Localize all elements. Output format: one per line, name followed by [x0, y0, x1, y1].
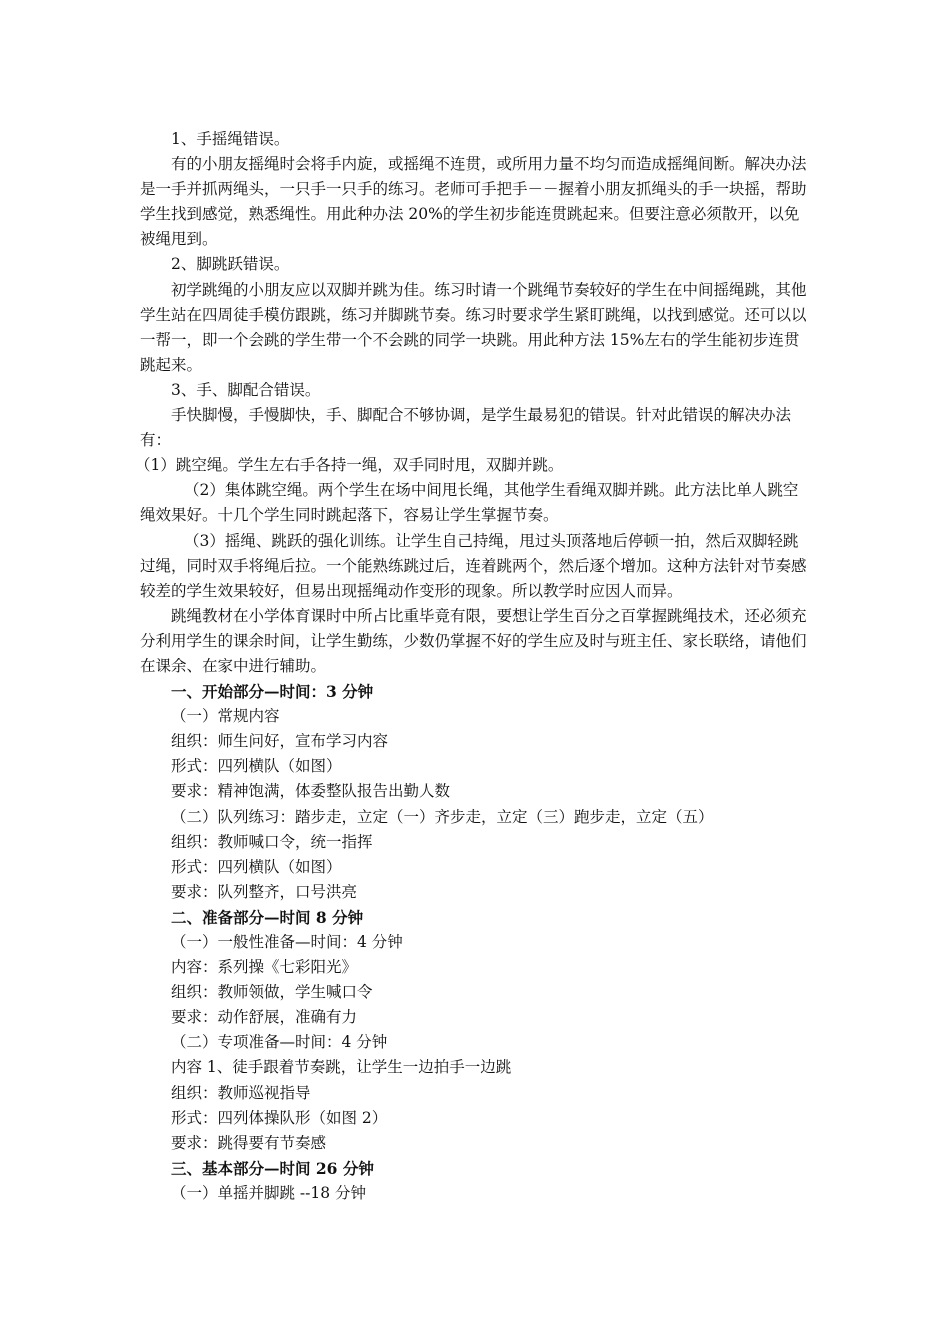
- section-heading-hand-rope-error: 1、手摇绳错误。: [171, 130, 290, 148]
- paragraph: 手快脚慢，手慢脚快，手、脚配合不够协调，是学生最易犯的错误。针对此错误的解决办法有：: [140, 406, 792, 450]
- text-line: 组织：教师喊口令，统一指挥: [171, 832, 373, 851]
- section-heading-start-part: 一、开始部分—时间：3 分钟: [171, 682, 374, 702]
- text-line: 形式：四列体操队形（如图 2）: [171, 1108, 388, 1127]
- text-line: 组织：师生问好，宣布学习内容: [171, 732, 389, 751]
- text-line: 要求：精神饱满，体委整队报告出勤人数: [171, 782, 451, 801]
- text-line: 内容：系列操《七彩阳光》: [171, 958, 358, 977]
- subheading: （一）一般性准备—时间：4 分钟: [171, 933, 403, 951]
- list-item: （3）摇绳、跳跃的强化训练。让学生自己持绳，甩过头顶落地后停顿一拍，然后双脚轻跳过绳，同时双手将绳后拉。一个能熟练跳过后，连着跳两个，然后逐个增加。这种方法针对节奏感较差的学生效果较好，但易出现摇绳动作变形的现象。所以教学时应因人而异。: [140, 531, 807, 600]
- text-line: 组织：教师领做，学生喊口令: [171, 983, 373, 1002]
- list-item: （2）集体跳空绳。两个学生在场中间甩长绳，其他学生看绳双脚并跳。此方法比单人跳空绳效果好。十几个学生同时跳起落下，容易让学生掌握节奏。: [140, 481, 799, 525]
- section-heading-coordination-error: 3、手、脚配合错误。: [171, 380, 321, 399]
- subheading: （二）队列练习：踏步走，立定（一）齐步走，立定（三）跑步走，立定（五）: [171, 807, 714, 826]
- subheading: （一）单摇并脚跳 --18 分钟: [171, 1183, 367, 1202]
- text-line: 内容 1、徒手跟着节奏跳，让学生一边拍手一边跳: [171, 1058, 512, 1077]
- subheading: （一）常规内容: [171, 707, 280, 726]
- text-line: 形式：四列横队（如图）: [171, 757, 342, 776]
- list-item: （1）跳空绳。学生左右手各持一绳，双手同时甩，双脚并跳。: [135, 456, 564, 475]
- text-line: 要求：跳得要有节奏感: [171, 1133, 327, 1152]
- document-body: [135, 127, 812, 1206]
- paragraph: 有的小朋友摇绳时会将手内旋，或摇绳不连贯，或所用力量不均匀而造成摇绳间断。解决办法是一手并抓两绳头，一只手一只手的练习。老师可手把手－－握着小朋友抓绳头的手一块摇，帮助学生找到感觉，熟悉绳性。用此种办法 20%的学生初步能连贯跳起来。但要注意必须散开，以免被绳甩到。: [140, 155, 807, 249]
- text-line: 形式：四列横队（如图）: [171, 857, 342, 876]
- section-heading-basic-part: 三、基本部分—时间 26 分钟: [171, 1158, 374, 1178]
- section-heading-preparation-part: 二、准备部分—时间 8 分钟: [171, 907, 364, 927]
- subheading: （二）专项准备—时间：4 分钟: [171, 1033, 388, 1052]
- section-heading-foot-jump-error: 2、脚跳跃错误。: [171, 255, 290, 274]
- text-line: 组织：教师巡视指导: [171, 1083, 311, 1102]
- paragraph: 初学跳绳的小朋友应以双脚并跳为佳。练习时请一个跳绳节奏较好的学生在中间摇绳跳，其他学生站在四周徒手模仿跟跳，练习并脚跳节奏。练习时要求学生紧盯跳绳，以找到感觉。还可以以一帮一，即一个会跳的学生带一个不会跳的同学一块跳。用此种方法 15%左右的学生能初步连贯跳起来。: [140, 280, 807, 374]
- text-line: 要求：队列整齐，口号洪亮: [171, 882, 358, 901]
- text-line: 要求：动作舒展，准确有力: [171, 1008, 358, 1027]
- paragraph: 跳绳教材在小学体育课时中所占比重毕竟有限，要想让学生百分之百掌握跳绳技术，还必须充分利用学生的课余时间，让学生勤练，少数仍掌握不好的学生应及时与班主任、家长联络，请他们在课余、在家中进行辅助。: [140, 606, 807, 675]
